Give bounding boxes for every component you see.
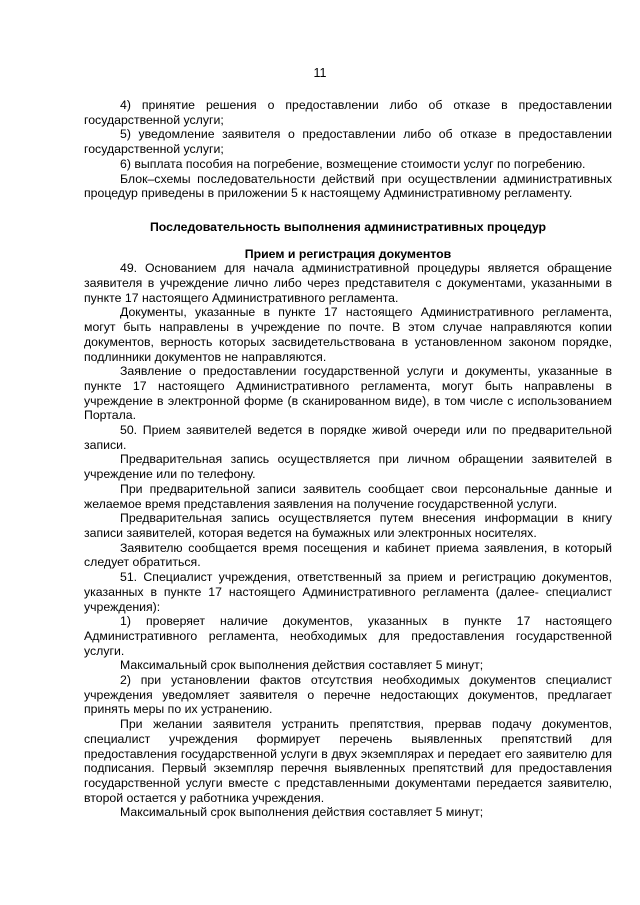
paragraph: 5) уведомление заявителя о предоставлении либо об отказе в предоставлении государственной услуги; xyxy=(84,127,612,157)
paragraph: Максимальный срок выполнения действия составляет 5 минут; xyxy=(120,805,484,820)
paragraph: 49. Основанием для начала административной процедуры является обращение заявителя в учреждение лично либо через представителя с документами, указанными в пункте 17 настоящего Административного регламента. xyxy=(84,261,612,305)
paragraph: Предварительная запись осуществляется при личном обращении заявителей в учреждение или по телефону. xyxy=(84,452,612,482)
page-number: 11 xyxy=(313,66,327,80)
paragraph: 4) принятие решения о предоставлении либо об отказе в предоставлении государственной услуги; xyxy=(84,98,612,127)
paragraph: 6) выплата пособия на погребение, возмещение стоимости услуг по погребению. xyxy=(120,156,586,171)
paragraph: 50. Прием заявителей ведется в порядке живой очереди или по предварительной записи. xyxy=(84,423,612,452)
paragraph: Предварительная запись осуществляется путем внесения информации в книгу записи заявителей, которая ведется на бумажных или электронных носителях. xyxy=(84,511,612,540)
paragraph: 2) при установлении фактов отсутствия необходимых документов специалист учреждения уведомляет заявителя о перечне недостающих документов, предлагает принять меры по их устранению. xyxy=(84,673,612,717)
paragraph: Блок–схемы последовательности действий при осуществлении административных процедур приведены в приложении 5 к настоящему Административному регламенту. xyxy=(84,171,612,201)
subsection-heading: Прием и регистрация документов xyxy=(244,246,452,261)
section-heading: Последовательность выполнения административных процедур xyxy=(149,219,547,234)
paragraph: 1) проверяет наличие документов, указанных в пункте 17 настоящего Административного регламента, необходимых для предоставления государственной услуги. xyxy=(84,614,612,658)
paragraph: При предварительной записи заявитель сообщает свои персональные данные и желаемое время представления заявления на получение государственной услуги. xyxy=(84,481,612,511)
paragraph: Документы, указанные в пункте 17 настоящего Административного регламента, могут быть направлены в учреждение по почте. В этом случае направляются копии документов, верность которых засвидетельствована в установленном законом порядке, подлинники документов не направляются. xyxy=(84,305,612,364)
document-body xyxy=(84,98,612,820)
paragraph: 51. Специалист учреждения, ответственный за прием и регистрацию документов, указанных в пункте 17 настоящего Административного регламента (далее- специалист учреждения): xyxy=(84,570,612,614)
paragraph: Заявителю сообщается время посещения и кабинет приема заявления, в который следует обратиться. xyxy=(84,540,612,570)
paragraph: При желании заявителя устранить препятствия, прервав подачу документов, специалист учреждения формирует перечень выявленных препятствий для предоставления государственной услуги в двух экземплярах и передает его заявителю для подписания. Первый экземпляр перечня выявленных препятствий для предоставления государственной услуги вместе с представленными документами передается заявителю, второй остается у работника учреждения. xyxy=(84,717,612,805)
paragraph: Максимальный срок выполнения действия составляет 5 минут; xyxy=(120,658,484,673)
paragraph: Заявление о предоставлении государственной услуги и документы, указанные в пункте 17 настоящего Административного регламента, могут быть направлены в учреждение в электронной форме (в сканированном виде), в том числе с использованием Портала. xyxy=(84,364,612,423)
